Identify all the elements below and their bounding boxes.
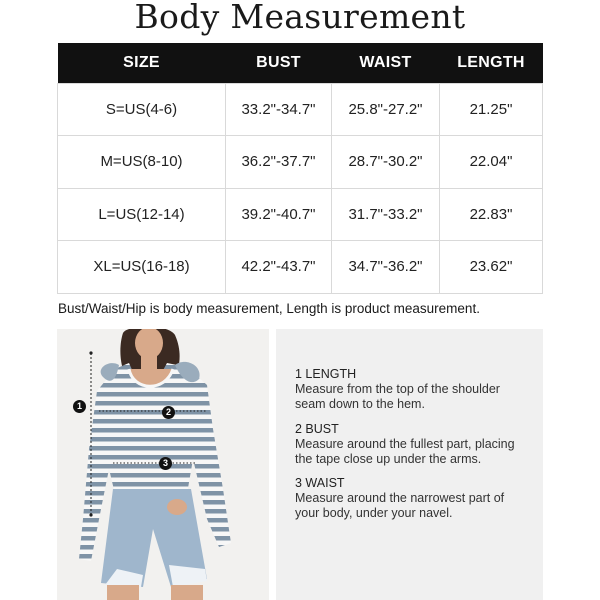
instruction-text: your body, under your navel.: [295, 506, 453, 520]
size-cell: S=US(4-6): [58, 83, 226, 136]
table-row: [58, 136, 543, 189]
measurement-note: Bust/Waist/Hip is body measurement, Length is product measurement.: [58, 301, 480, 316]
hand-shape: [167, 499, 187, 515]
leg-left: [107, 585, 139, 600]
size-cell: XL=US(16-18): [58, 241, 226, 294]
leg-right: [171, 585, 203, 600]
length-cell: 23.62": [440, 241, 543, 294]
waist-cell: 28.7"-30.2": [332, 136, 440, 189]
measurement-instructions-panel: [276, 329, 543, 600]
table-row: [58, 188, 543, 241]
length-marker: 1: [73, 400, 86, 413]
page-title: Body Measurement: [134, 0, 466, 36]
header-bust: BUST: [226, 43, 332, 83]
instruction-heading: 1 LENGTH: [295, 367, 357, 381]
table-header-row: [58, 43, 543, 83]
waist-cell: 34.7"-36.2": [332, 241, 440, 294]
length-cell: 22.83": [440, 188, 543, 241]
size-chart-table: [57, 43, 543, 294]
instruction-heading: 2 BUST: [295, 422, 339, 436]
header-size: SIZE: [58, 43, 226, 83]
size-cell: L=US(12-14): [58, 188, 226, 241]
bust-cell: 33.2"-34.7": [226, 83, 332, 136]
header-waist: WAIST: [332, 43, 440, 83]
model-photo: [57, 329, 269, 600]
instruction-text: seam down to the hem.: [295, 397, 425, 411]
table-row: [58, 83, 543, 136]
instruction-heading: 3 WAIST: [295, 476, 345, 490]
instruction-length: [295, 367, 535, 412]
instruction-text: Measure around the narrowest part of: [295, 491, 505, 505]
instruction-bust: [295, 422, 535, 467]
waist-cell: 31.7"-33.2": [332, 188, 440, 241]
instruction-text: the tape close up under the arms.: [295, 452, 482, 466]
instruction-text: Measure from the top of the shoulder: [295, 382, 500, 396]
bust-cell: 36.2"-37.7": [226, 136, 332, 189]
waist-cell: 25.8"-27.2": [332, 83, 440, 136]
length-cell: 21.25": [440, 83, 543, 136]
instruction-text: Measure around the fullest part, placing: [295, 437, 515, 451]
length-cell: 22.04": [440, 136, 543, 189]
waist-marker: 3: [159, 457, 172, 470]
bust-cell: 42.2"-43.7": [226, 241, 332, 294]
size-cell: M=US(8-10): [58, 136, 226, 189]
table-row: [58, 241, 543, 294]
bust-cell: 39.2"-40.7": [226, 188, 332, 241]
instruction-waist: [295, 476, 535, 521]
header-length: LENGTH: [440, 43, 543, 83]
bust-marker: 2: [162, 406, 175, 419]
